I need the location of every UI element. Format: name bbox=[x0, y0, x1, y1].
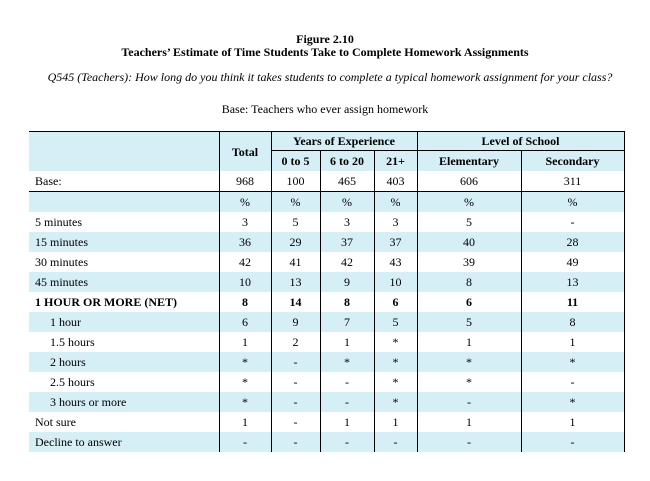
cell-secondary: - bbox=[521, 372, 624, 392]
cell-secondary: 8 bbox=[521, 312, 624, 332]
cell-21-plus: 43 bbox=[374, 252, 417, 272]
cell-6-to-20: % bbox=[320, 192, 374, 213]
cell-secondary: 1 bbox=[521, 412, 624, 432]
cell-total: 6 bbox=[219, 312, 271, 332]
row-label bbox=[29, 192, 219, 213]
cell-0-to-5: - bbox=[271, 432, 320, 452]
question-text: Q545 (Teachers): How long do you think it takes students to complete a typical homework assignment for your class? bbox=[47, 70, 613, 84]
cell-secondary: 13 bbox=[521, 272, 624, 292]
cell-0-to-5: 100 bbox=[271, 171, 320, 192]
cell-21-plus: * bbox=[374, 352, 417, 372]
cell-0-to-5: 13 bbox=[271, 272, 320, 292]
table-body bbox=[29, 171, 624, 452]
cell-6-to-20: 1 bbox=[320, 332, 374, 352]
cell-secondary: 311 bbox=[521, 171, 624, 192]
row-label: 30 minutes bbox=[35, 255, 88, 269]
row-label: 2.5 hours bbox=[50, 375, 95, 389]
cell-0-to-5: 14 bbox=[271, 292, 320, 312]
cell-total: * bbox=[219, 352, 271, 372]
table-row bbox=[29, 232, 624, 252]
table-row bbox=[29, 432, 624, 452]
cell-secondary: * bbox=[521, 352, 624, 372]
header-secondary: Secondary bbox=[521, 151, 624, 172]
cell-6-to-20: 1 bbox=[320, 412, 374, 432]
cell-elementary: 1 bbox=[417, 332, 521, 352]
row-label: 1.5 hours bbox=[50, 335, 95, 349]
figure-number: Figure 2.10 bbox=[296, 32, 354, 46]
table-row bbox=[29, 272, 624, 292]
cell-0-to-5: 29 bbox=[271, 232, 320, 252]
cell-total: 3 bbox=[219, 212, 271, 232]
cell-0-to-5: - bbox=[271, 372, 320, 392]
cell-21-plus: * bbox=[374, 332, 417, 352]
cell-elementary: 39 bbox=[417, 252, 521, 272]
row-label: Decline to answer bbox=[29, 432, 219, 452]
row-label: 1 HOUR OR MORE (NET) bbox=[35, 295, 177, 309]
cell-total: * bbox=[219, 392, 271, 412]
cell-6-to-20: - bbox=[320, 392, 374, 412]
cell-elementary: * bbox=[417, 372, 521, 392]
cell-21-plus: * bbox=[374, 372, 417, 392]
table-row bbox=[29, 292, 624, 312]
cell-elementary: 6 bbox=[417, 292, 521, 312]
cell-21-plus: 5 bbox=[374, 312, 417, 332]
cell-21-plus: 1 bbox=[374, 412, 417, 432]
cell-elementary: 40 bbox=[417, 232, 521, 252]
table-row bbox=[29, 372, 624, 392]
cell-secondary: 28 bbox=[521, 232, 624, 252]
cell-21-plus: * bbox=[374, 392, 417, 412]
cell-elementary: 5 bbox=[417, 312, 521, 332]
results-table bbox=[29, 131, 625, 452]
cell-elementary: 8 bbox=[417, 272, 521, 292]
cell-21-plus: 403 bbox=[374, 171, 417, 192]
header-21-plus: 21+ bbox=[374, 151, 417, 172]
cell-secondary: - bbox=[521, 212, 624, 232]
cell-total: 8 bbox=[219, 292, 271, 312]
cell-elementary: 1 bbox=[417, 412, 521, 432]
cell-total: 36 bbox=[219, 232, 271, 252]
row-label: Not sure bbox=[35, 415, 76, 429]
cell-0-to-5: - bbox=[271, 412, 320, 432]
header-label-cell bbox=[29, 132, 219, 172]
cell-6-to-20: 465 bbox=[320, 171, 374, 192]
cell-6-to-20: - bbox=[320, 372, 374, 392]
cell-elementary: % bbox=[417, 192, 521, 213]
cell-6-to-20: 9 bbox=[320, 272, 374, 292]
cell-elementary: - bbox=[417, 392, 521, 412]
cell-6-to-20: * bbox=[320, 352, 374, 372]
cell-elementary: * bbox=[417, 352, 521, 372]
cell-0-to-5: 9 bbox=[271, 312, 320, 332]
table-row bbox=[29, 352, 624, 372]
header-6-to-20: 6 to 20 bbox=[320, 151, 374, 172]
cell-secondary: 49 bbox=[521, 252, 624, 272]
row-label: 1 hour bbox=[29, 312, 219, 332]
cell-6-to-20: - bbox=[320, 432, 374, 452]
header-elementary: Elementary bbox=[417, 151, 521, 172]
cell-21-plus: 3 bbox=[374, 212, 417, 232]
cell-secondary: % bbox=[521, 192, 624, 213]
header-0-to-5: 0 to 5 bbox=[271, 151, 320, 172]
cell-6-to-20: 7 bbox=[320, 312, 374, 332]
base-note: Base: Teachers who ever assign homework bbox=[221, 102, 429, 116]
cell-21-plus: 6 bbox=[374, 292, 417, 312]
cell-0-to-5: 2 bbox=[271, 332, 320, 352]
cell-elementary: 606 bbox=[417, 171, 521, 192]
cell-secondary: - bbox=[521, 432, 624, 452]
row-label: Base: bbox=[29, 171, 219, 192]
cell-21-plus: 10 bbox=[374, 272, 417, 292]
cell-0-to-5: - bbox=[271, 392, 320, 412]
table-row bbox=[29, 392, 624, 412]
row-label: 45 minutes bbox=[29, 272, 219, 292]
cell-6-to-20: 42 bbox=[320, 252, 374, 272]
table-row bbox=[29, 412, 624, 432]
cell-elementary: 5 bbox=[417, 212, 521, 232]
cell-total: * bbox=[219, 372, 271, 392]
table-row bbox=[29, 212, 624, 232]
row-label: 3 hours or more bbox=[29, 392, 219, 412]
cell-0-to-5: 5 bbox=[271, 212, 320, 232]
cell-total: % bbox=[219, 192, 271, 213]
cell-total: 968 bbox=[219, 171, 271, 192]
cell-0-to-5: % bbox=[271, 192, 320, 213]
cell-total: 10 bbox=[219, 272, 271, 292]
cell-total: 1 bbox=[219, 412, 271, 432]
cell-elementary: - bbox=[417, 432, 521, 452]
cell-6-to-20: 3 bbox=[320, 212, 374, 232]
cell-0-to-5: 41 bbox=[271, 252, 320, 272]
cell-6-to-20: 37 bbox=[320, 232, 374, 252]
cell-0-to-5: - bbox=[271, 352, 320, 372]
cell-secondary: * bbox=[521, 392, 624, 412]
cell-21-plus: % bbox=[374, 192, 417, 213]
group-header-level: Level of School bbox=[417, 132, 624, 151]
cell-secondary: 1 bbox=[521, 332, 624, 352]
table-row bbox=[29, 252, 624, 272]
cell-total: 42 bbox=[219, 252, 271, 272]
row-label: 15 minutes bbox=[29, 232, 219, 252]
row-label: 2 hours bbox=[29, 352, 219, 372]
figure-title: Teachers’ Estimate of Time Students Take to Complete Homework Assignments bbox=[121, 45, 529, 59]
cell-secondary: 11 bbox=[521, 292, 624, 312]
cell-6-to-20: 8 bbox=[320, 292, 374, 312]
cell-21-plus: 37 bbox=[374, 232, 417, 252]
base-row bbox=[29, 171, 624, 192]
table-row bbox=[29, 332, 624, 352]
cell-total: - bbox=[219, 432, 271, 452]
header-total: Total bbox=[219, 132, 271, 172]
cell-21-plus: - bbox=[374, 432, 417, 452]
row-label: 5 minutes bbox=[35, 215, 82, 229]
percent-row bbox=[29, 192, 624, 213]
group-header-years: Years of Experience bbox=[271, 132, 417, 151]
cell-total: 1 bbox=[219, 332, 271, 352]
table-row bbox=[29, 312, 624, 332]
